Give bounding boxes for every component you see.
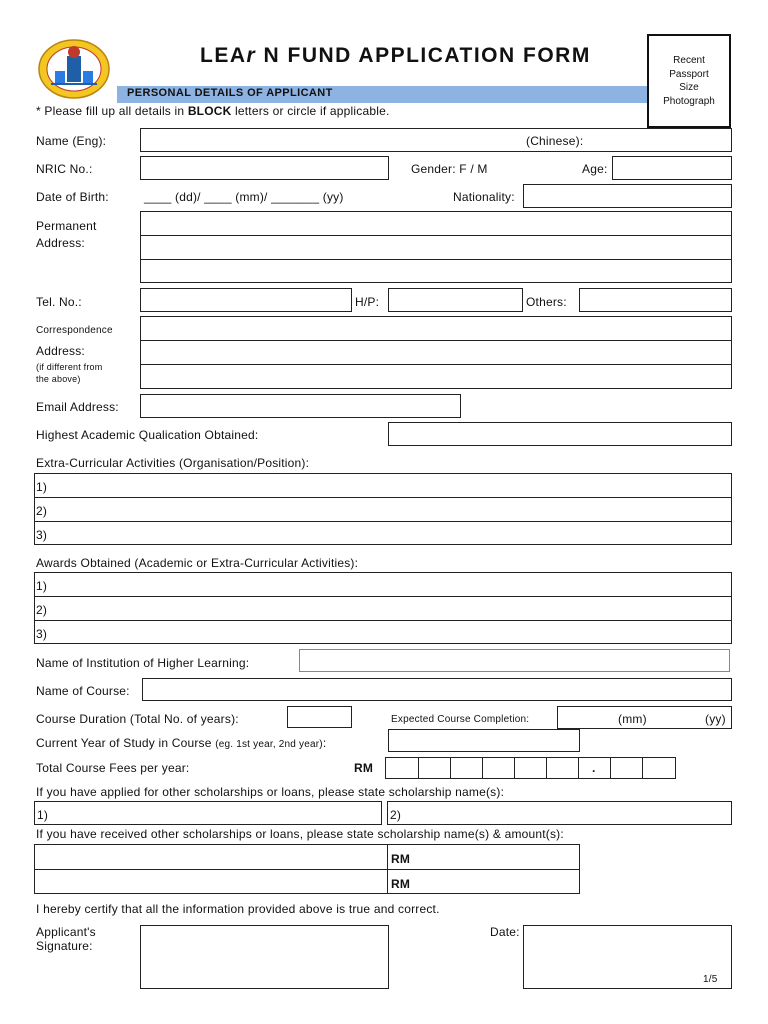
received-name-2[interactable] [35, 870, 386, 893]
photo-text-4: Photograph [663, 95, 715, 107]
applied-field-2[interactable] [387, 801, 732, 825]
awards-row-2[interactable]: 2) [36, 603, 48, 617]
signature-label-2: Signature: [36, 939, 93, 953]
fees-label: Total Course Fees per year: [36, 761, 190, 775]
divider [34, 620, 732, 621]
fees-digit-2[interactable] [418, 757, 451, 779]
permanent-address-field[interactable] [140, 211, 732, 283]
correspondence-label: Correspondence [36, 325, 113, 336]
divider [140, 259, 732, 260]
dob-format[interactable]: ____ (dd)/ ____ (mm)/ _______ (yy) [144, 190, 344, 204]
eca-label: Extra-Curricular Activities (Organisation/Position): [36, 456, 310, 470]
eca-row-3[interactable]: 3) [36, 528, 48, 542]
fees-rm: RM [354, 761, 374, 775]
signature-label-1: Applicant's [36, 925, 96, 939]
nationality-field[interactable] [523, 184, 732, 208]
corr-address-label: Address: [36, 344, 85, 358]
divider [140, 235, 732, 236]
email-field[interactable] [140, 394, 461, 418]
fees-digit-8[interactable] [610, 757, 643, 779]
received-name-1[interactable] [35, 845, 386, 869]
form-title: LEAr N FUND APPLICATION FORM [200, 44, 591, 67]
eca-row-1[interactable]: 1) [36, 480, 48, 494]
nric-field[interactable] [140, 156, 389, 180]
duration-label: Course Duration (Total No. of years): [36, 712, 239, 726]
hp-label: H/P: [355, 295, 380, 309]
permanent-label: Permanent [36, 219, 97, 233]
received-amount-1[interactable]: RM [391, 852, 411, 866]
divider [34, 521, 732, 522]
correspondence-address-field[interactable] [140, 316, 732, 389]
tel-label: Tel. No.: [36, 295, 82, 309]
awards-row-3[interactable]: 3) [36, 627, 48, 641]
applied-label: If you have applied for other scholarships or loans, please state scholarship name(s): [36, 785, 505, 799]
year-study-label: Current Year of Study in Course (eg. 1st year, 2nd year): [36, 736, 327, 750]
date-field[interactable] [523, 925, 732, 989]
others-field[interactable] [579, 288, 732, 312]
age-label: Age: [582, 162, 608, 176]
nric-label: NRIC No.: [36, 162, 93, 176]
photo-text-2: Passport [669, 68, 709, 80]
applied-field-1[interactable] [34, 801, 382, 825]
fees-digit-9[interactable] [642, 757, 676, 779]
awards-row-1[interactable]: 1) [36, 579, 48, 593]
institution-field[interactable] [299, 649, 730, 672]
page-number: 1/5 [703, 974, 718, 985]
name-field[interactable] [140, 128, 732, 152]
divider [140, 340, 732, 341]
hp-field[interactable] [388, 288, 523, 312]
fees-digit-6[interactable] [546, 757, 579, 779]
instruction-text: * Please fill up all details in BLOCK letters or circle if applicable. [36, 104, 390, 118]
photo-box[interactable] [647, 34, 731, 128]
fees-digit-3[interactable] [450, 757, 483, 779]
section-band [117, 86, 647, 103]
nationality-label: Nationality: [453, 190, 515, 204]
institution-label: Name of Institution of Higher Learning: [36, 656, 250, 670]
eca-row-2[interactable]: 2) [36, 504, 48, 518]
signature-field[interactable] [140, 925, 389, 989]
others-label: Others: [526, 295, 567, 309]
completion-label: Expected Course Completion: [391, 714, 530, 725]
address-label: Address: [36, 236, 85, 250]
awards-table [34, 572, 732, 644]
applied-num-2: 2) [390, 808, 402, 822]
dob-label: Date of Birth: [36, 190, 109, 204]
divider [140, 364, 732, 365]
qualification-label: Highest Academic Qualication Obtained: [36, 428, 259, 442]
completion-mm: (mm) [618, 712, 647, 726]
corr-note-1: (if different from [36, 362, 103, 372]
received-amount-2[interactable]: RM [391, 877, 411, 891]
chinese-label: (Chinese): [526, 134, 584, 148]
eca-table [34, 473, 732, 545]
corr-note-2: the above) [36, 374, 81, 384]
gender-label[interactable]: Gender: F / M [411, 162, 488, 176]
fees-decimal: . [592, 761, 596, 775]
year-study-field[interactable] [388, 729, 580, 752]
photo-text-3: Size [679, 82, 699, 93]
course-field[interactable] [142, 678, 732, 701]
divider [34, 596, 732, 597]
photo-text-1: Recent [673, 55, 705, 66]
lions-club-logo-icon [37, 38, 112, 100]
awards-label: Awards Obtained (Academic or Extra-Curricular Activities): [36, 556, 359, 570]
section-heading: PERSONAL DETAILS OF APPLICANT [127, 87, 333, 99]
course-label: Name of Course: [36, 684, 130, 698]
divider [34, 497, 732, 498]
fees-digit-4[interactable] [482, 757, 515, 779]
certify-text: I hereby certify that all the information provided above is true and correct. [36, 902, 440, 916]
fees-digit-5[interactable] [514, 757, 547, 779]
qualification-field[interactable] [388, 422, 732, 446]
received-label: If you have received other scholarships or loans, please state scholarship name(s) & amount(s): [36, 827, 564, 841]
name-label: Name (Eng): [36, 134, 107, 148]
divider [387, 844, 388, 894]
tel-field[interactable] [140, 288, 352, 312]
email-label: Email Address: [36, 400, 119, 414]
completion-yy: (yy) [705, 712, 726, 726]
applied-num-1: 1) [37, 808, 49, 822]
age-field[interactable] [612, 156, 732, 180]
date-label: Date: [490, 925, 520, 939]
duration-field[interactable] [287, 706, 352, 728]
fees-digit-1[interactable] [385, 757, 419, 779]
